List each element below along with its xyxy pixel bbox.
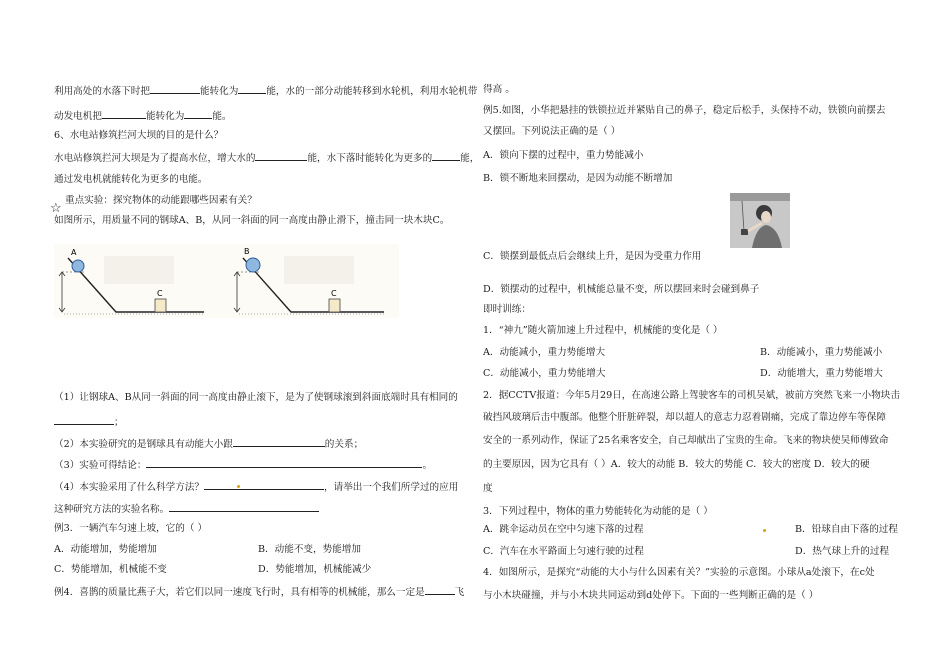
option[interactable]: C．势能增加，机械能不变 [54, 564, 167, 575]
text: 能。 [212, 111, 232, 122]
option[interactable]: C．汽车在水平路面上匀速行驶的过程 [483, 546, 644, 557]
text: 飞 [454, 587, 465, 598]
label-patch [104, 256, 174, 284]
option[interactable]: D．热气球上升的过程 [795, 546, 890, 557]
question-6: 6、水电站修筑拦河大坝的目的是什么？ [54, 130, 224, 141]
option[interactable]: C．动能减小，重力势能增大 [483, 368, 606, 379]
option[interactable]: D．势能增加，机械能减少 [258, 564, 372, 575]
blank-field[interactable] [425, 584, 455, 595]
blank-field[interactable] [184, 108, 212, 119]
sub-question-4-cont [54, 501, 319, 517]
blank-field[interactable] [169, 501, 319, 512]
question-1: 1．“神九”随火箭加速上升过程中，机械能的变化是（ ） [483, 325, 723, 336]
option[interactable]: A．动能减小，重力势能增大 [483, 347, 606, 358]
question-4-cont: 与小木块碰撞，并与小木块共同运动到d处停下。下面的一些判断正确的是（ ） [483, 590, 819, 601]
text: 利用高处的水落下时把 [54, 86, 150, 97]
text: ； [114, 417, 124, 428]
blank-field[interactable] [150, 83, 200, 94]
option[interactable]: D．动能增大，重力势能增大 [760, 368, 883, 379]
option[interactable]: A．动能增加，势能增加 [54, 544, 157, 555]
blank-field[interactable] [54, 414, 114, 425]
example-5-cont: 又摆回。下列说法正确的是（ ） [483, 126, 621, 137]
text: （2）本实验研究的是钢球具有动能大小跟 [54, 439, 233, 450]
question-2-line: 的主要原因，因为它具有（ ）A．较大的动能 B．较大的势能 C．较大的密度 D．较大的硬 [483, 459, 870, 470]
drill-heading: 即时训练： [483, 304, 531, 315]
line-water-energy [54, 83, 477, 99]
text: 水电站修筑拦河大坝是为了提高水位，增大水的 [54, 153, 256, 164]
question-2-line: 破挡风玻璃后击中腹部。他整个肝脏碎裂，却以超人的意志力忍着剧痛，完成了靠边停车等保障 [483, 412, 886, 423]
text: 能转化为 [199, 86, 239, 97]
text: 动发电机把 [54, 111, 102, 122]
sub-question-1: （1）让钢球A、B从同一斜面的同一高度由静止滚下，是为了使钢球滚到斜面底端时具有相同的 [54, 392, 458, 403]
ball-a [72, 260, 84, 272]
pendulum-photo [730, 193, 790, 248]
pendulum-illustration [730, 193, 790, 248]
sub-question-2 [54, 436, 363, 452]
question-3: 3．下列过程中，物体的重力势能转化为动能的是（ ） [483, 506, 713, 517]
text: 能转化为 [145, 111, 185, 122]
text: 例4．喜鹊的质量比燕子大，若它们以同一速度飞行时，具有相等的机械能，那么一定是 [54, 587, 425, 598]
text: 能，水下落时能转化为更多的 [307, 153, 433, 164]
sub-question-4 [54, 479, 458, 495]
text: 这种研究方法的实验名称。 [54, 504, 170, 515]
option[interactable]: A．锁向下摆的过程中，重力势能减小 [483, 150, 644, 161]
marker-dot [237, 485, 240, 488]
star-icon: ☆ [50, 201, 62, 216]
example-3: 例3．一辆汽车匀速上坡，它的（ ） [54, 523, 208, 534]
option[interactable]: B．铅球自由下落的过程 [795, 524, 898, 535]
sub-question-3 [54, 457, 432, 473]
label-patch [284, 256, 354, 284]
experiment-description: 如图所示，用质量不同的钢球A、B，从同一斜面的同一高度由静止滑下，撞击同一块木块C。 [54, 215, 450, 226]
line-dam-answer [54, 150, 479, 166]
blank-field[interactable] [255, 150, 307, 161]
blank-field[interactable] [102, 108, 146, 119]
blank-field[interactable] [238, 83, 266, 94]
text: 能， [460, 153, 480, 164]
blank-field[interactable] [146, 457, 422, 468]
experiment-title: 重点实验：探究物体的动能跟哪些因素有关？ [65, 195, 257, 206]
question-4: 4．如图所示，是探究“动能的大小与什么因素有关？”实验的示意图。小球从a处滚下，在c处 [483, 567, 875, 578]
marker-dot [763, 529, 766, 532]
option[interactable]: C．锁摆到最低点后会继续上升，是因为受重力作用 [483, 251, 702, 262]
text: 的关系； [324, 439, 364, 450]
block-label: C [331, 289, 337, 298]
option[interactable]: B．动能减小，重力势能减小 [760, 347, 883, 358]
ball-label: A [71, 248, 77, 257]
option[interactable]: D．锁摆动的过程中，机械能总量不变，所以摆回来时会碰到鼻子 [483, 284, 760, 295]
ball-label: B [244, 247, 250, 256]
text: 能，水的一部分动能转移到水轮机，利用水轮机带 [266, 86, 478, 97]
sub-question-1-blank [54, 414, 124, 430]
text: （4）本实验采用了什么科学方法？ [54, 482, 205, 493]
incline-diagram [54, 244, 399, 318]
continued-text: 得高 。 [483, 84, 515, 95]
option[interactable]: B．动能不变，势能增加 [258, 544, 361, 555]
text: ，请举出一个我们所学过的应用 [324, 482, 459, 493]
text: 。 [422, 460, 433, 471]
block-label: C [157, 289, 163, 298]
block-c [329, 299, 340, 312]
option[interactable]: A．跳伞运动员在空中匀速下落的过程 [483, 524, 644, 535]
line-generator [54, 108, 232, 124]
option[interactable]: B．锁不断地来回摆动，是因为动能不断增加 [483, 173, 673, 184]
example-5: 例5.如图，小华把悬挂的铁锁拉近并紧贴自己的鼻子，稳定后松手，头保持不动，铁锁向前摆去 [483, 105, 886, 116]
line-electricity: 通过发电机就能转化为更多的电能。 [54, 174, 208, 185]
blank-field[interactable] [233, 436, 325, 447]
example-4 [54, 584, 464, 600]
question-2-line: 2．据CCTV报道：今年5月29日，在高速公路上驾驶客车的司机吴斌，被前方突然飞来一小物块击 [483, 390, 900, 401]
blank-field[interactable] [204, 479, 324, 490]
experiment-figure [54, 244, 399, 318]
block-c [155, 299, 166, 312]
question-2-line: 安全的一系列动作，保证了25名乘客安全，自己却献出了宝贵的生命。飞来的物块使吴师傅致命 [483, 435, 889, 446]
text: （3）实验可得结论： [54, 460, 147, 471]
ball-b [246, 258, 260, 272]
question-2-line: 度 [483, 483, 493, 494]
blank-field[interactable] [432, 150, 460, 161]
